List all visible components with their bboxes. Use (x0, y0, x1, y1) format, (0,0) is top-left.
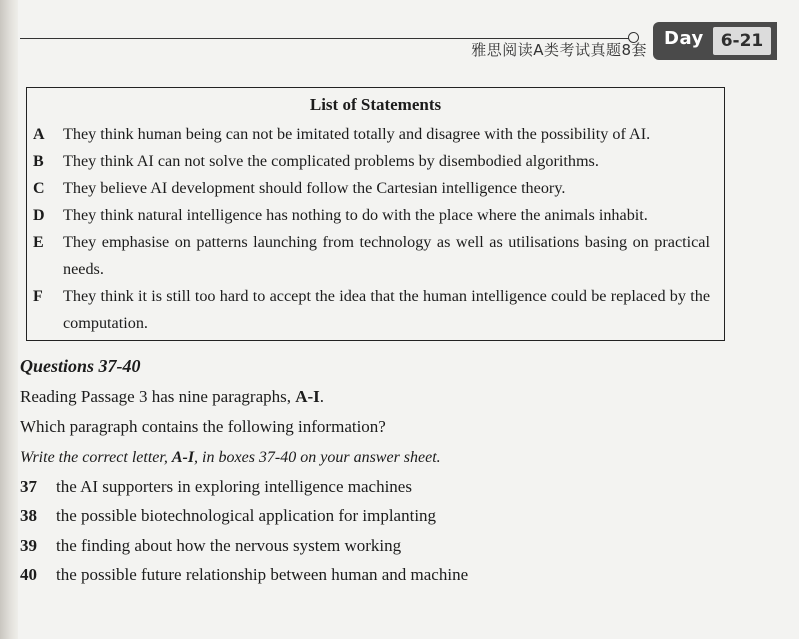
question-text: the finding about how the nervous system working (56, 536, 402, 555)
questions-prompt-line: Which paragraph contains the following information? (20, 417, 386, 436)
question-number: 39 (20, 536, 37, 555)
statement-letter: B (33, 153, 44, 170)
question-number: 40 (20, 565, 37, 584)
question-item-38 (20, 506, 436, 526)
question-item-37 (20, 477, 412, 497)
question-number: 38 (20, 506, 37, 525)
passage-range: A-I (295, 387, 320, 406)
statement-text: They believe AI development should follow the Cartesian intelligence theory. (63, 179, 566, 197)
statement-letter: C (33, 180, 45, 197)
statement-letter: F (33, 288, 43, 305)
statement-e (33, 229, 710, 283)
instruction-text-end: , in boxes 37-40 on your answer sheet. (194, 449, 441, 466)
questions-instruction (20, 449, 441, 467)
statement-a (33, 121, 710, 148)
statement-text: They think human being can not be imitated totally and disagree with the possibility of AI. (63, 125, 651, 143)
question-text: the AI supporters in exploring intelligence machines (56, 477, 412, 496)
day-number: 6-21 (713, 27, 771, 55)
passage-line-text: Reading Passage 3 has nine paragraphs, (20, 387, 296, 406)
statement-f (33, 283, 710, 337)
statement-letter: E (33, 234, 44, 251)
questions-passage-line (20, 387, 324, 407)
question-item-39 (20, 536, 401, 556)
statement-text: They think AI can not solve the complicated problems by disembodied algorithms. (63, 152, 599, 170)
statement-text: They emphasise on patterns launching from technology as well as utilisations basing on practical needs. (63, 233, 710, 278)
page-edge-strip (0, 0, 18, 639)
statements-title: List of Statements (309, 95, 442, 114)
statement-text: They think natural intelligence has nothing to do with the place where the animals inhabit. (63, 206, 648, 224)
question-number: 37 (20, 477, 37, 496)
statement-d (33, 202, 710, 229)
statement-c (33, 175, 710, 202)
question-item-40 (20, 565, 468, 585)
statement-letter: A (33, 126, 45, 143)
statement-b (33, 148, 710, 175)
day-label: Day (664, 28, 704, 49)
instruction-range: A-I (171, 449, 195, 466)
statements-box (26, 87, 725, 341)
statement-text: They think it is still too hard to accept the idea that the human intelligence could be replaced by the computation. (63, 287, 710, 332)
statement-letter: D (33, 207, 45, 224)
instruction-text: Write the correct letter, (20, 449, 172, 466)
book-title: 雅思阅读A类考试真题8套 (471, 41, 647, 59)
question-text: the possible future relationship between human and machine (56, 565, 469, 584)
passage-line-end: . (319, 387, 325, 406)
question-text: the possible biotechnological application for implanting (56, 506, 437, 525)
questions-heading: Questions 37-40 (20, 356, 141, 376)
